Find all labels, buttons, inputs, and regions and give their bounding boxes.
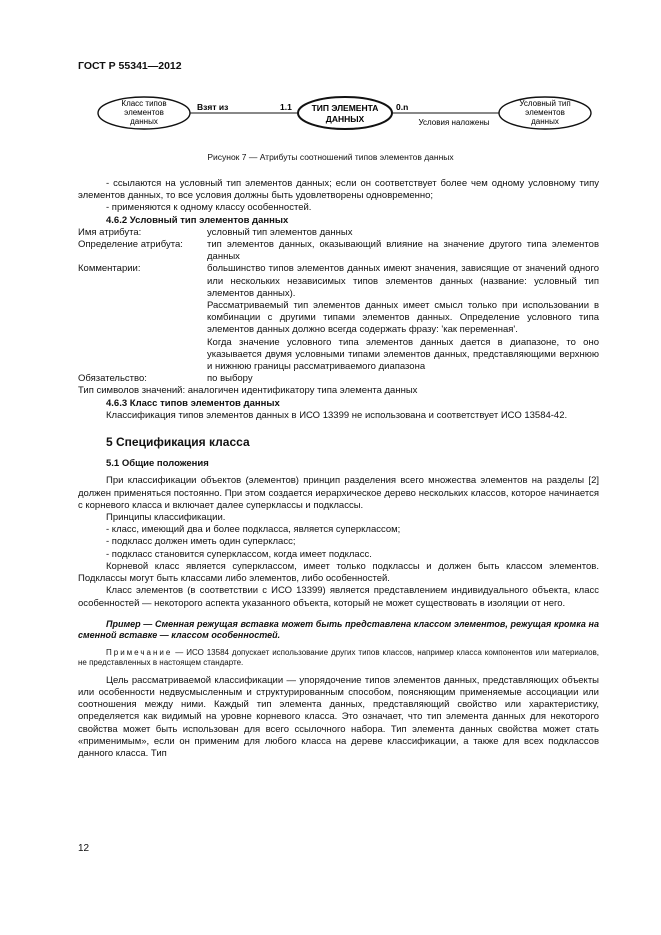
node-class-line-3: данных xyxy=(130,117,158,126)
node-conditional-line-2: элементов xyxy=(525,108,565,117)
label-conditions-imposed: Условия наложены xyxy=(418,118,490,127)
section-4-6-3-heading: 4.6.3 Класс типов элементов данных xyxy=(106,397,280,409)
attr-name-key: Имя атрибута: xyxy=(78,226,142,238)
paragraph-principles-title: Принципы классификации. xyxy=(106,512,226,524)
attr-definition-row xyxy=(78,239,599,263)
node-center-line-2: ДАННЫХ xyxy=(325,114,365,124)
cardinality-left: 1.1 xyxy=(280,102,292,112)
attr-comments-value xyxy=(207,263,599,373)
attr-obligation-value: по выбору xyxy=(207,373,253,385)
attr-name-value: условный тип элементов данных xyxy=(207,226,353,238)
attr-obligation-row xyxy=(78,373,599,385)
list-item-one-superclass: - подкласс должен иметь один суперкласс; xyxy=(106,536,296,548)
comment-paragraph-3: Когда значение условного типа элементов данных дается в диапазоне, то оно указывается двумя условными типами элементов данных, представляющими верхнюю и нижнюю границы рассматриваемого диапазона xyxy=(207,336,599,373)
section-5-1-heading: 5.1 Общие положения xyxy=(106,458,209,470)
example-paragraph: Пример — Сменная режущая вставка может быть представлена классом элементов, режущая кромка на сменной вставке — классом особенностей. xyxy=(78,618,599,641)
comment-paragraph-2: Рассматриваемый тип элементов данных имеет смысл только при использовании в комбинации с другими типами элементов данных. Определение условного типа элементов данных должно всегда содержать фразу: 'как переменная'. xyxy=(207,300,599,336)
section-4-6-3-text: Классификация типов элементов данных в ИСО 13399 не использована и соответствует ИСО 13584-42. xyxy=(106,409,568,421)
section-4-6-2-heading: 4.6.2 Условный тип элементов данных xyxy=(106,214,289,226)
label-taken-from: Взят из xyxy=(197,102,229,112)
note-text: — ИСО 13584 допускает использование других типов классов, например класса компонентов или материалов, не представленных в настоящем стандарте. xyxy=(78,647,599,668)
node-conditional-line-1: Условный тип xyxy=(519,99,571,108)
attr-obligation-key: Обязательство: xyxy=(78,373,147,385)
node-class-line-1: Класс типов xyxy=(121,99,167,108)
section-5-heading: 5 Спецификация класса xyxy=(106,435,250,450)
paragraph-element-class: Класс элементов (в соответствии с ИСО 13399) является представлением индивидуального объекта, класс особенностей — некоторого аспекта указанного объекта, который не может существовать в изоляции от него. xyxy=(78,585,599,609)
note-paragraph xyxy=(78,648,599,669)
relationship-diagram xyxy=(0,82,661,144)
document-body xyxy=(78,178,599,760)
node-center-line-1: ТИП ЭЛЕМЕНТА xyxy=(311,103,379,113)
document-id: ГОСТ Р 55341—2012 xyxy=(78,60,182,72)
paragraph-classification-goal: Цель рассматриваемой классификации — упорядочение типов элементов данных, представляющих объекты или особенности недвусмысленным и структурированным способом, поясняющим применяемые ассоциации или соотношения между ними. Каждый тип элемента данных, представляющий свойство или характеристику, определяется как видимый на уровне корневого класса. Это означает, что тип элемента данных для некоторого свойства может быть использован для всего ссылочного набора. Тип элемента данных свойства может стать «применимым», если он применим для любого класса на дереве классификации, а также для всех подклассов данного класса. Тип xyxy=(78,674,599,759)
bullet-one-feature-class: - применяются к одному классу особенностей. xyxy=(106,202,312,214)
cardinality-right: 0.n xyxy=(396,102,409,112)
note-label: Примечание xyxy=(106,647,173,657)
node-class-line-2: элементов xyxy=(124,108,164,117)
attr-definition-value: тип элементов данных, оказывающий влияние на значение другого типа элементов данных xyxy=(207,239,599,263)
node-conditional-line-3: данных xyxy=(531,117,559,126)
node-center-ellipse xyxy=(298,97,392,129)
paragraph-classification-principle: При классификации объектов (элементов) принцип разделения всего множества элементов на разделы [2] должен применяться постоянно. При этом создается иерархическое дерево нескольких классов, которое начинается с корневого класса и включает далее суперклассы и подклассы. xyxy=(78,475,599,511)
attr-name-row xyxy=(78,227,599,239)
list-item-superclass: - класс, имеющий два и более подкласса, является суперклассом; xyxy=(106,524,401,536)
list-item-becomes-superclass: - подкласс становится суперклассом, когда имеет подкласс. xyxy=(106,548,372,560)
paragraph-root-class: Корневой класс является суперклассом, имеет только подклассы и должен быть классом элементов. Подклассы могут быть классами либо элементов, либо особенностей. xyxy=(78,560,599,585)
attr-comments-key: Комментарии: xyxy=(78,263,141,275)
bullet-conditional-refs: - ссылаются на условный тип элементов данных; если он соответствует более чем одному условному типу элементов данных, то все условия должны быть удовлетворены одновременно; xyxy=(78,178,599,202)
attr-symbol-type-row: Тип символов значений: аналогичен идентификатору типа элемента данных xyxy=(78,385,418,397)
comment-paragraph-1: большинство типов элементов данных имеют значения, зависящие от значений одного или нескольких независимых типов элементов данных (название: условный тип элементов данных). xyxy=(207,263,599,299)
attr-definition-key: Определение атрибута: xyxy=(78,239,183,251)
figure-caption: Рисунок 7 — Атрибуты соотношений типов элементов данных xyxy=(207,152,454,162)
attr-comments-row xyxy=(78,263,599,373)
page-number: 12 xyxy=(78,843,90,854)
